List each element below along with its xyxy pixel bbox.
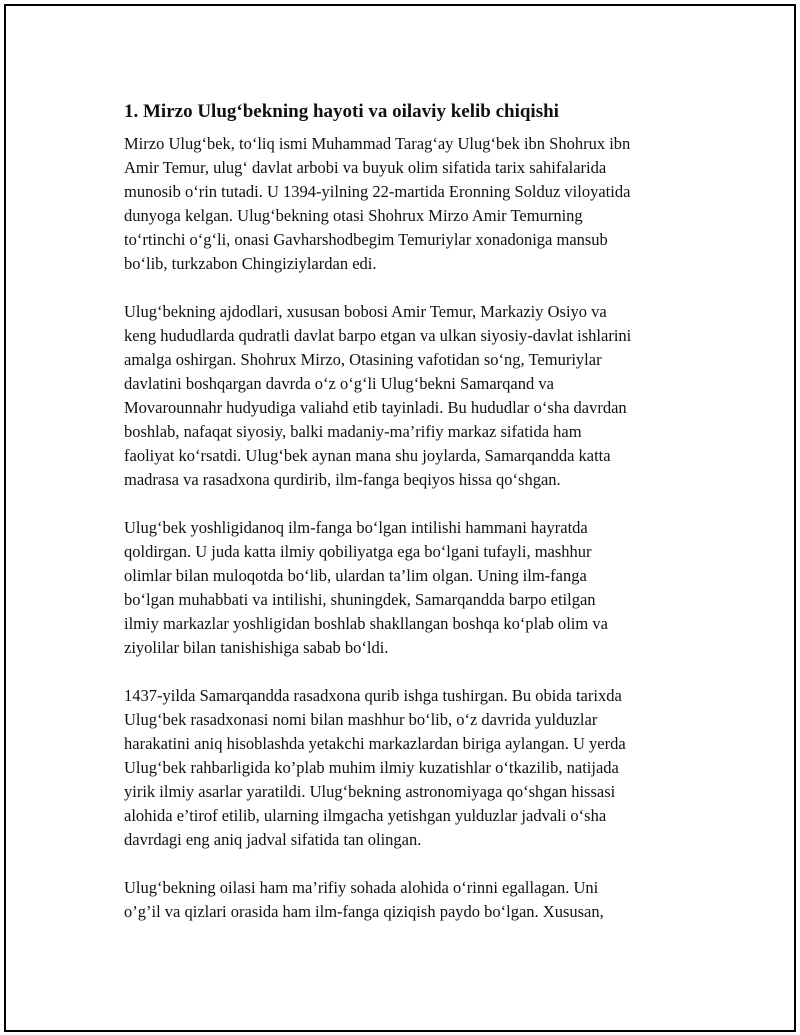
text-line: to‘rtinchi o‘g‘li, onasi Gavharshodbegim Temuriylar xonadoniga mansub: [124, 230, 608, 249]
text-line: ziyolilar bilan tanishishiga sabab bo‘ldi.: [124, 638, 389, 657]
text-line: Ulug‘bek rasadxonasi nomi bilan mashhur bo‘lib, o‘z davrida yulduzlar: [124, 710, 598, 729]
page-frame: [4, 4, 796, 1032]
text-line: boshlab, nafaqat siyosiy, balki madaniy-ma’rifiy markaz sifatida ham: [124, 422, 582, 441]
text-line: qoldirgan. U juda katta ilmiy qobiliyatga ega bo‘lgani tufayli, mashhur: [124, 542, 592, 561]
text-line: ilmiy markazlar yoshligidan boshlab shakllangan boshqa ko‘plab olim va: [124, 614, 608, 633]
paragraph-4: [124, 684, 704, 852]
text-line: Ulug‘bekning oilasi ham ma’rifiy sohada alohida o‘rinni egallagan. Uni: [124, 878, 599, 897]
text-line: Ulug‘bekning ajdodlari, xususan bobosi Amir Temur, Markaziy Osiyo va: [124, 302, 607, 321]
text-line: Ulug‘bek yoshligidanoq ilm-fanga bo‘lgan intilishi hammani hayratda: [124, 518, 588, 537]
text-line: bo‘lib, turkzabon Chingiziylardan edi.: [124, 254, 377, 273]
text-line: Ulug‘bek rahbarligida ko’plab muhim ilmiy kuzatishlar o‘tkazilib, natijada: [124, 758, 619, 777]
text-line: amalga oshirgan. Shohrux Mirzo, Otasining vafotidan so‘ng, Temuriylar: [124, 350, 602, 369]
text-line: alohida e’tirof etilib, ularning ilmgacha yetishgan yulduzlar jadvali o‘sha: [124, 806, 607, 825]
text-line: Movarounnahr hudyudiga valiahd etib tayinladi. Bu hududlar o‘sha davrdan: [124, 398, 627, 417]
text-line: keng hududlarda qudratli davlat barpo etgan va ulkan siyosiy-davlat ishlarini: [124, 326, 632, 345]
section-heading: 1. Mirzo Ulug‘bekning hayoti va oilaviy kelib chiqishi: [124, 101, 559, 122]
text-line: yirik ilmiy asarlar yaratildi. Ulug‘bekning astronomiyaga qo‘shgan hissasi: [124, 782, 616, 801]
text-line: o’g’il va qizlari orasida ham ilm-fanga qiziqish paydo bo‘lgan. Xususan,: [124, 902, 604, 921]
text-line: davrdagi eng aniq jadval sifatida tan olingan.: [124, 830, 422, 849]
text-line: madrasa va rasadxona qurdirib, ilm-fanga beqiyos hissa qo‘shgan.: [124, 470, 561, 489]
text-line: Amir Temur, ulug‘ davlat arbobi va buyuk olim sifatida tarix sahifalarida: [124, 158, 607, 177]
text-line: faoliyat ko‘rsatdi. Ulug‘bek aynan mana shu joylarda, Samarqandda katta: [124, 446, 611, 465]
text-line: munosib o‘rin tutadi. U 1394-yilning 22-martida Eronning Solduz viloyatida: [124, 182, 631, 201]
text-line: olimlar bilan muloqotda bo‘lib, ulardan ta’lim olgan. Uning ilm-fanga: [124, 566, 587, 585]
text-line: 1437-yilda Samarqandda rasadxona qurib ishga tushirgan. Bu obida tarixda: [124, 686, 622, 705]
document-body: [124, 100, 704, 948]
paragraph-1: [124, 132, 704, 276]
text-line: dunyoga kelgan. Ulug‘bekning otasi Shohrux Mirzo Amir Temurning: [124, 206, 583, 225]
text-line: Mirzo Ulug‘bek, to‘liq ismi Muhammad Tarag‘ay Ulug‘bek ibn Shohrux ibn: [124, 134, 631, 153]
text-line: davlatini boshqargan davrda o‘z o‘g‘li Ulug‘bekni Samarqand va: [124, 374, 554, 393]
paragraph-2: [124, 300, 704, 492]
paragraph-5: [124, 876, 704, 924]
text-line: harakatini aniq hisoblashda yetakchi markazlardan biriga aylangan. U yerda: [124, 734, 626, 753]
paragraph-3: [124, 516, 704, 660]
text-line: bo‘lgan muhabbati va intilishi, shuningdek, Samarqandda barpo etilgan: [124, 590, 596, 609]
